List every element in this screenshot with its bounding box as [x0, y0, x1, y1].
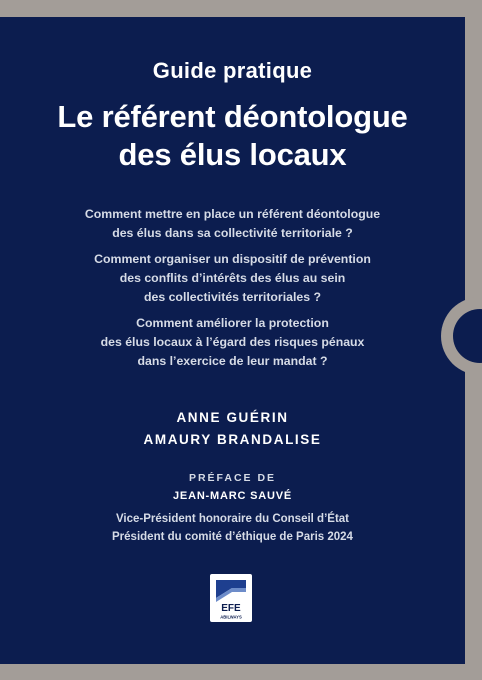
question-2-line-2: des conflits d’intérêts des élus au sein: [119, 271, 346, 285]
question-3-line-1: Comment améliorer la protection: [136, 316, 329, 330]
preface-author: JEAN-MARC SAUVÉ: [173, 490, 292, 502]
question-1: [0, 205, 465, 243]
preface-role-2: Président du comité d’éthique de Paris 2024: [112, 531, 353, 543]
question-2: [0, 250, 465, 307]
title-line-1: Le référent déontologue: [57, 99, 408, 134]
preface-role-1: Vice-Président honoraire du Conseil d’État: [115, 513, 350, 525]
question-2-line-3: des collectivités territoriales ?: [143, 290, 321, 304]
author-1: ANNE GUÉRIN: [176, 410, 289, 425]
title-line-2: des élus locaux: [118, 137, 347, 172]
question-3: [0, 314, 465, 371]
cover-title: [0, 98, 465, 174]
author-2: AMAURY BRANDALISE: [143, 432, 322, 447]
logo-brand: EFE: [221, 603, 241, 614]
logo-tagline: ABILWAYS: [220, 614, 242, 620]
question-1-line-2: des élus dans sa collectivité territoriale ?: [112, 226, 353, 240]
efe-publisher-logo-icon: [210, 574, 252, 622]
question-3-line-2: des élus locaux à l’égard des risques pénaux: [100, 335, 365, 349]
cover-subtitle: Guide pratique: [152, 58, 313, 83]
question-2-line-1: Comment organiser un dispositif de prévention: [94, 252, 371, 266]
preface-label: PRÉFACE DE: [188, 472, 277, 484]
question-3-line-3: dans l’exercice de leur mandat ?: [137, 354, 328, 368]
question-1-line-1: Comment mettre en place un référent déontologue: [84, 207, 381, 221]
